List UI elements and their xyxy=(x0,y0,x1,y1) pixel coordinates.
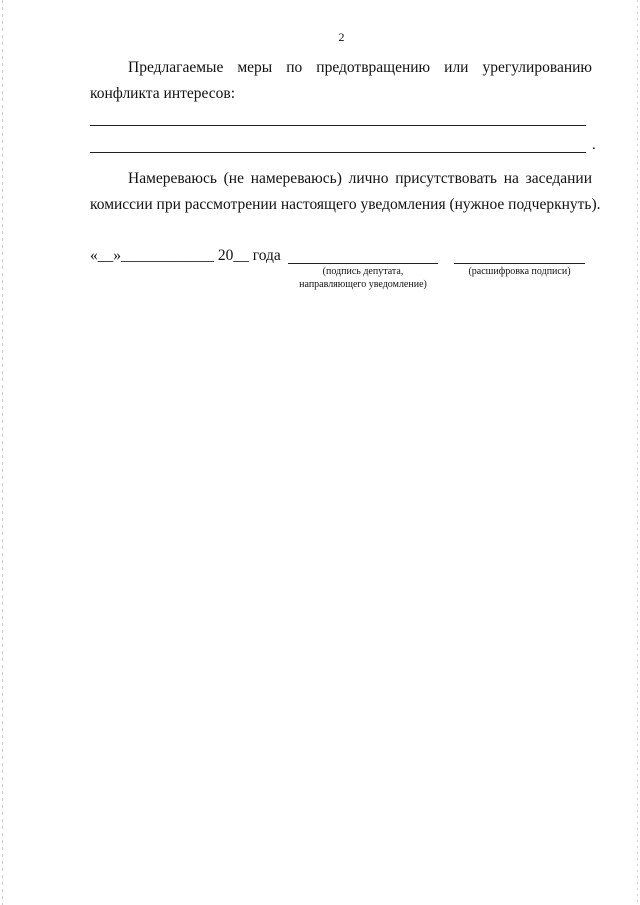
measures-paragraph-line-1: Предлагаемые меры по предотвращению или урегулированию xyxy=(128,59,592,76)
attendance-paragraph-line-2: комиссии при рассмотрении настоящего уведомления (нужное подчеркнуть). xyxy=(90,196,601,213)
attendance-paragraph-line-1: Намереваюсь (не намереваюсь) лично присутствовать на заседании xyxy=(128,170,592,187)
attendance-paragraph xyxy=(90,166,601,218)
measures-paragraph xyxy=(90,55,592,107)
fill-line-period: . xyxy=(592,137,596,153)
blank-fill-line-1[interactable] xyxy=(90,125,586,126)
signature-transcript-caption: (расшифровка подписи) xyxy=(468,266,571,277)
deputy-signature-caption xyxy=(283,265,443,291)
page-number: 2 xyxy=(338,30,345,44)
scan-edge-right xyxy=(637,0,638,905)
signature-transcript-line[interactable] xyxy=(454,263,585,264)
scan-edge-left xyxy=(2,0,3,905)
blank-fill-line-2[interactable] xyxy=(90,152,586,153)
measures-paragraph-line-2: конфликта интересов: xyxy=(90,85,236,102)
date-field[interactable]: «__»____________ 20__ года xyxy=(90,247,281,264)
deputy-signature-caption-line-2: направляющего уведомление) xyxy=(299,279,427,290)
deputy-signature-caption-line-1: (подпись депутата, xyxy=(322,266,404,277)
deputy-signature-line[interactable] xyxy=(288,263,438,264)
